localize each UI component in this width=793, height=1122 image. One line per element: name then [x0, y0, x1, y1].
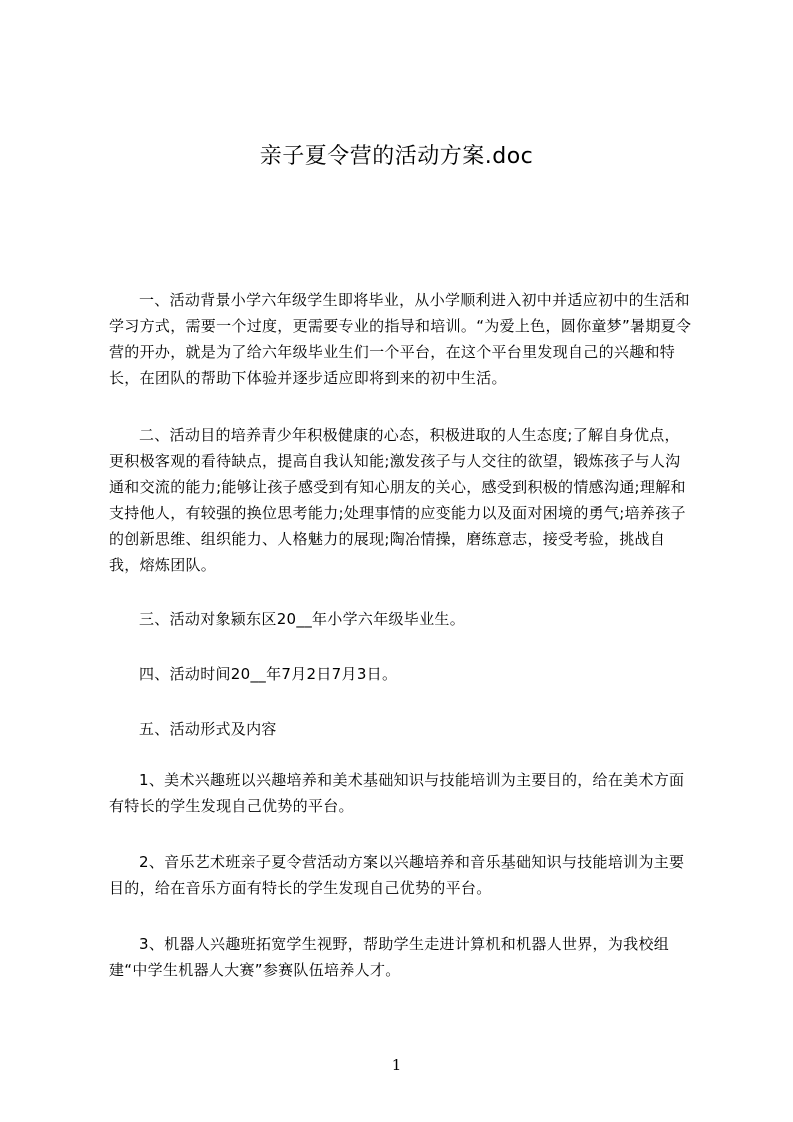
- paragraph-item-music: 2、音乐艺术班亲子夏令营活动方案以兴趣培养和音乐基础知识与技能培训为主要目的，给在音乐方面有特长的学生发现自己优势的平台。: [109, 853, 685, 897]
- paragraph-item-art: 1、美术兴趣班以兴趣培养和美术基础知识与技能培训为主要目的，给在美术方面有特长的学生发现自己优势的平台。: [109, 771, 685, 815]
- paragraph-purpose: 二、活动目的培养青少年积极健康的心态，积极进取的人生态度;了解自身优点，更积极客观的看待缺点，提高自我认知能;激发孩子与人交往的欲望，锻炼孩子与人沟通和交流的能力;能够让孩子感受到有知心朋友的关心，感受到积极的情感沟通;理解和支持他人，有较强的换位思考能力;处理事情的应变能力以及面对困境的勇气;培养孩子的创新思维、组织能力、人格魅力的展现;陶冶情操，磨练意志，接受考验，挑战自我，熔炼团队。: [109, 426, 686, 574]
- page-number: 1: [391, 1056, 402, 1074]
- document-title: 亲子夏令营的活动方案.doc: [259, 144, 534, 169]
- paragraph-form-heading: 五、活动形式及内容: [139, 720, 277, 738]
- paragraph-target: 三、活动对象颍东区20__年小学六年级毕业生。: [139, 610, 465, 628]
- paragraph-item-robot: 3、机器人兴趣班拓宽学生视野，帮助学生走进计算机和机器人世界，为我校组建“中学生机器人大赛”参赛队伍培养人才。: [109, 935, 670, 979]
- paragraph-background: 一、活动背景小学六年级学生即将毕业，从小学顺利进入初中并适应初中的生活和学习方式，需要一个过度，更需要专业的指导和培训。“为爱上色，圆你童梦”暑期夏令营的开办，就是为了给六年级毕业生们一个平台，在这个平台里发现自己的兴趣和特长，在团队的帮助下体验并逐步适应即将到来的初中生活。: [109, 291, 692, 387]
- paragraph-time: 四、活动时间20__年7月2日7月3日。: [139, 665, 398, 683]
